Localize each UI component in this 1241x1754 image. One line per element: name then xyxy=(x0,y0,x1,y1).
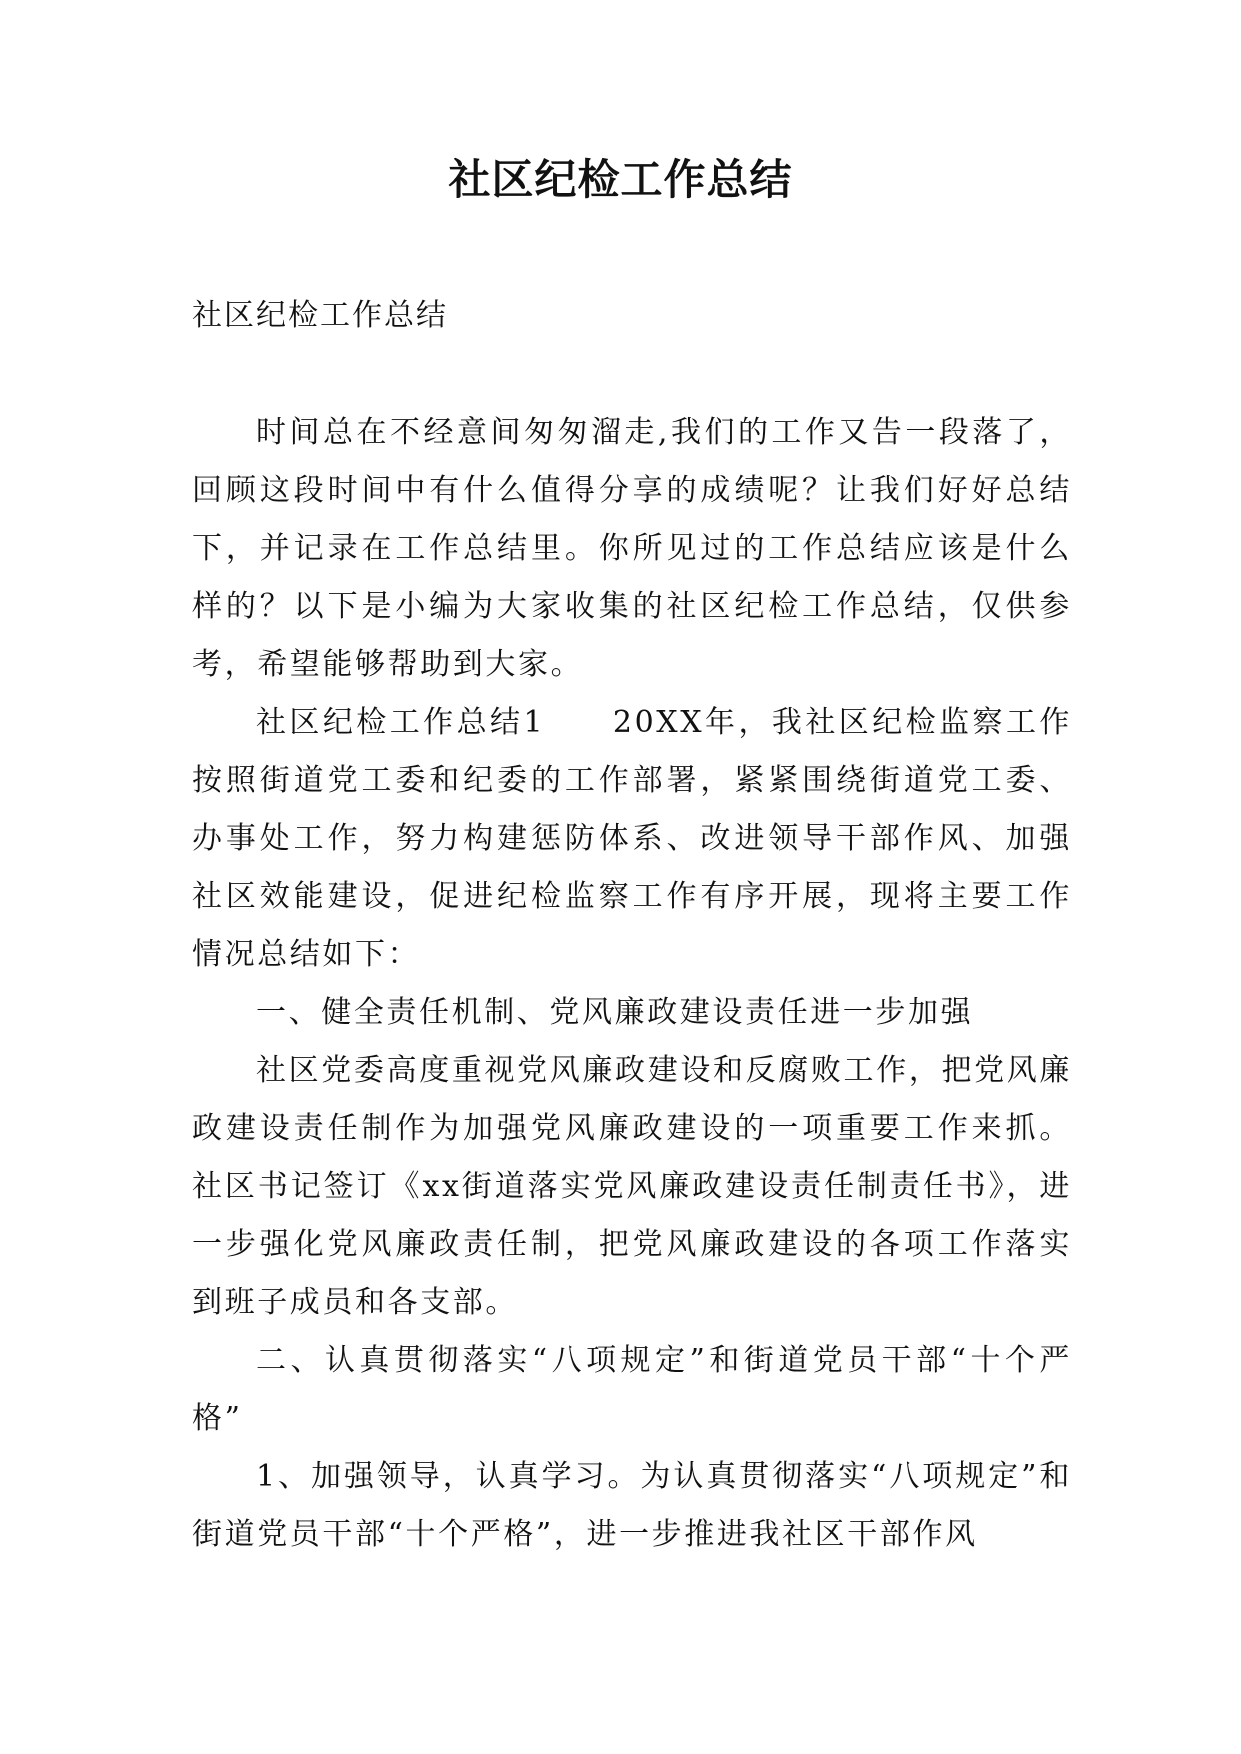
paragraph-responsibility: 社区党委高度重视党风廉政建设和反腐败工作，把党风廉政建设责任制作为加强党风廉政建设的一项重要工作来抓。社区书记签订《xx街道落实党风廉政建设责任制责任书》，进一步强化党风廉政责任制，把党风廉政建设的各项工作落实到班子成员和各支部。 xyxy=(192,1053,1072,1320)
document-title: 社区纪检工作总结 xyxy=(448,155,793,204)
section-heading-2: 二、认真贯彻落实“八项规定”和街道党员干部“十个严格” xyxy=(192,1343,1072,1436)
document-subtitle: 社区纪检工作总结 xyxy=(192,298,448,333)
paragraph-summary-1: 社区纪检工作总结1 20XX年，我社区纪检监察工作按照街道党工委和纪委的工作部署，紧紧围绕街道党工委、办事处工作，努力构建惩防体系、改进领导干部作风、加强社区效能建设，促进纪检监察工作有序开展，现将主要工作情况总结如下： xyxy=(192,705,1072,972)
document-body xyxy=(192,404,1072,1564)
section-heading-1: 一、健全责任机制、党风廉政建设责任进一步加强 xyxy=(256,995,974,1030)
paragraph-leadership: 1、加强领导，认真学习。为认真贯彻落实“八项规定”和街道党员干部“十个严格”，进一步推进我社区干部作风 xyxy=(192,1459,1072,1552)
paragraph-intro: 时间总在不经意间匆匆溜走,我们的工作又告一段落了，回顾这段时间中有什么值得分享的成绩呢？让我们好好总结下，并记录在工作总结里。你所见过的工作总结应该是什么样的？以下是小编为大家收集的社区纪检工作总结，仅供参考，希望能够帮助到大家。 xyxy=(192,415,1072,682)
